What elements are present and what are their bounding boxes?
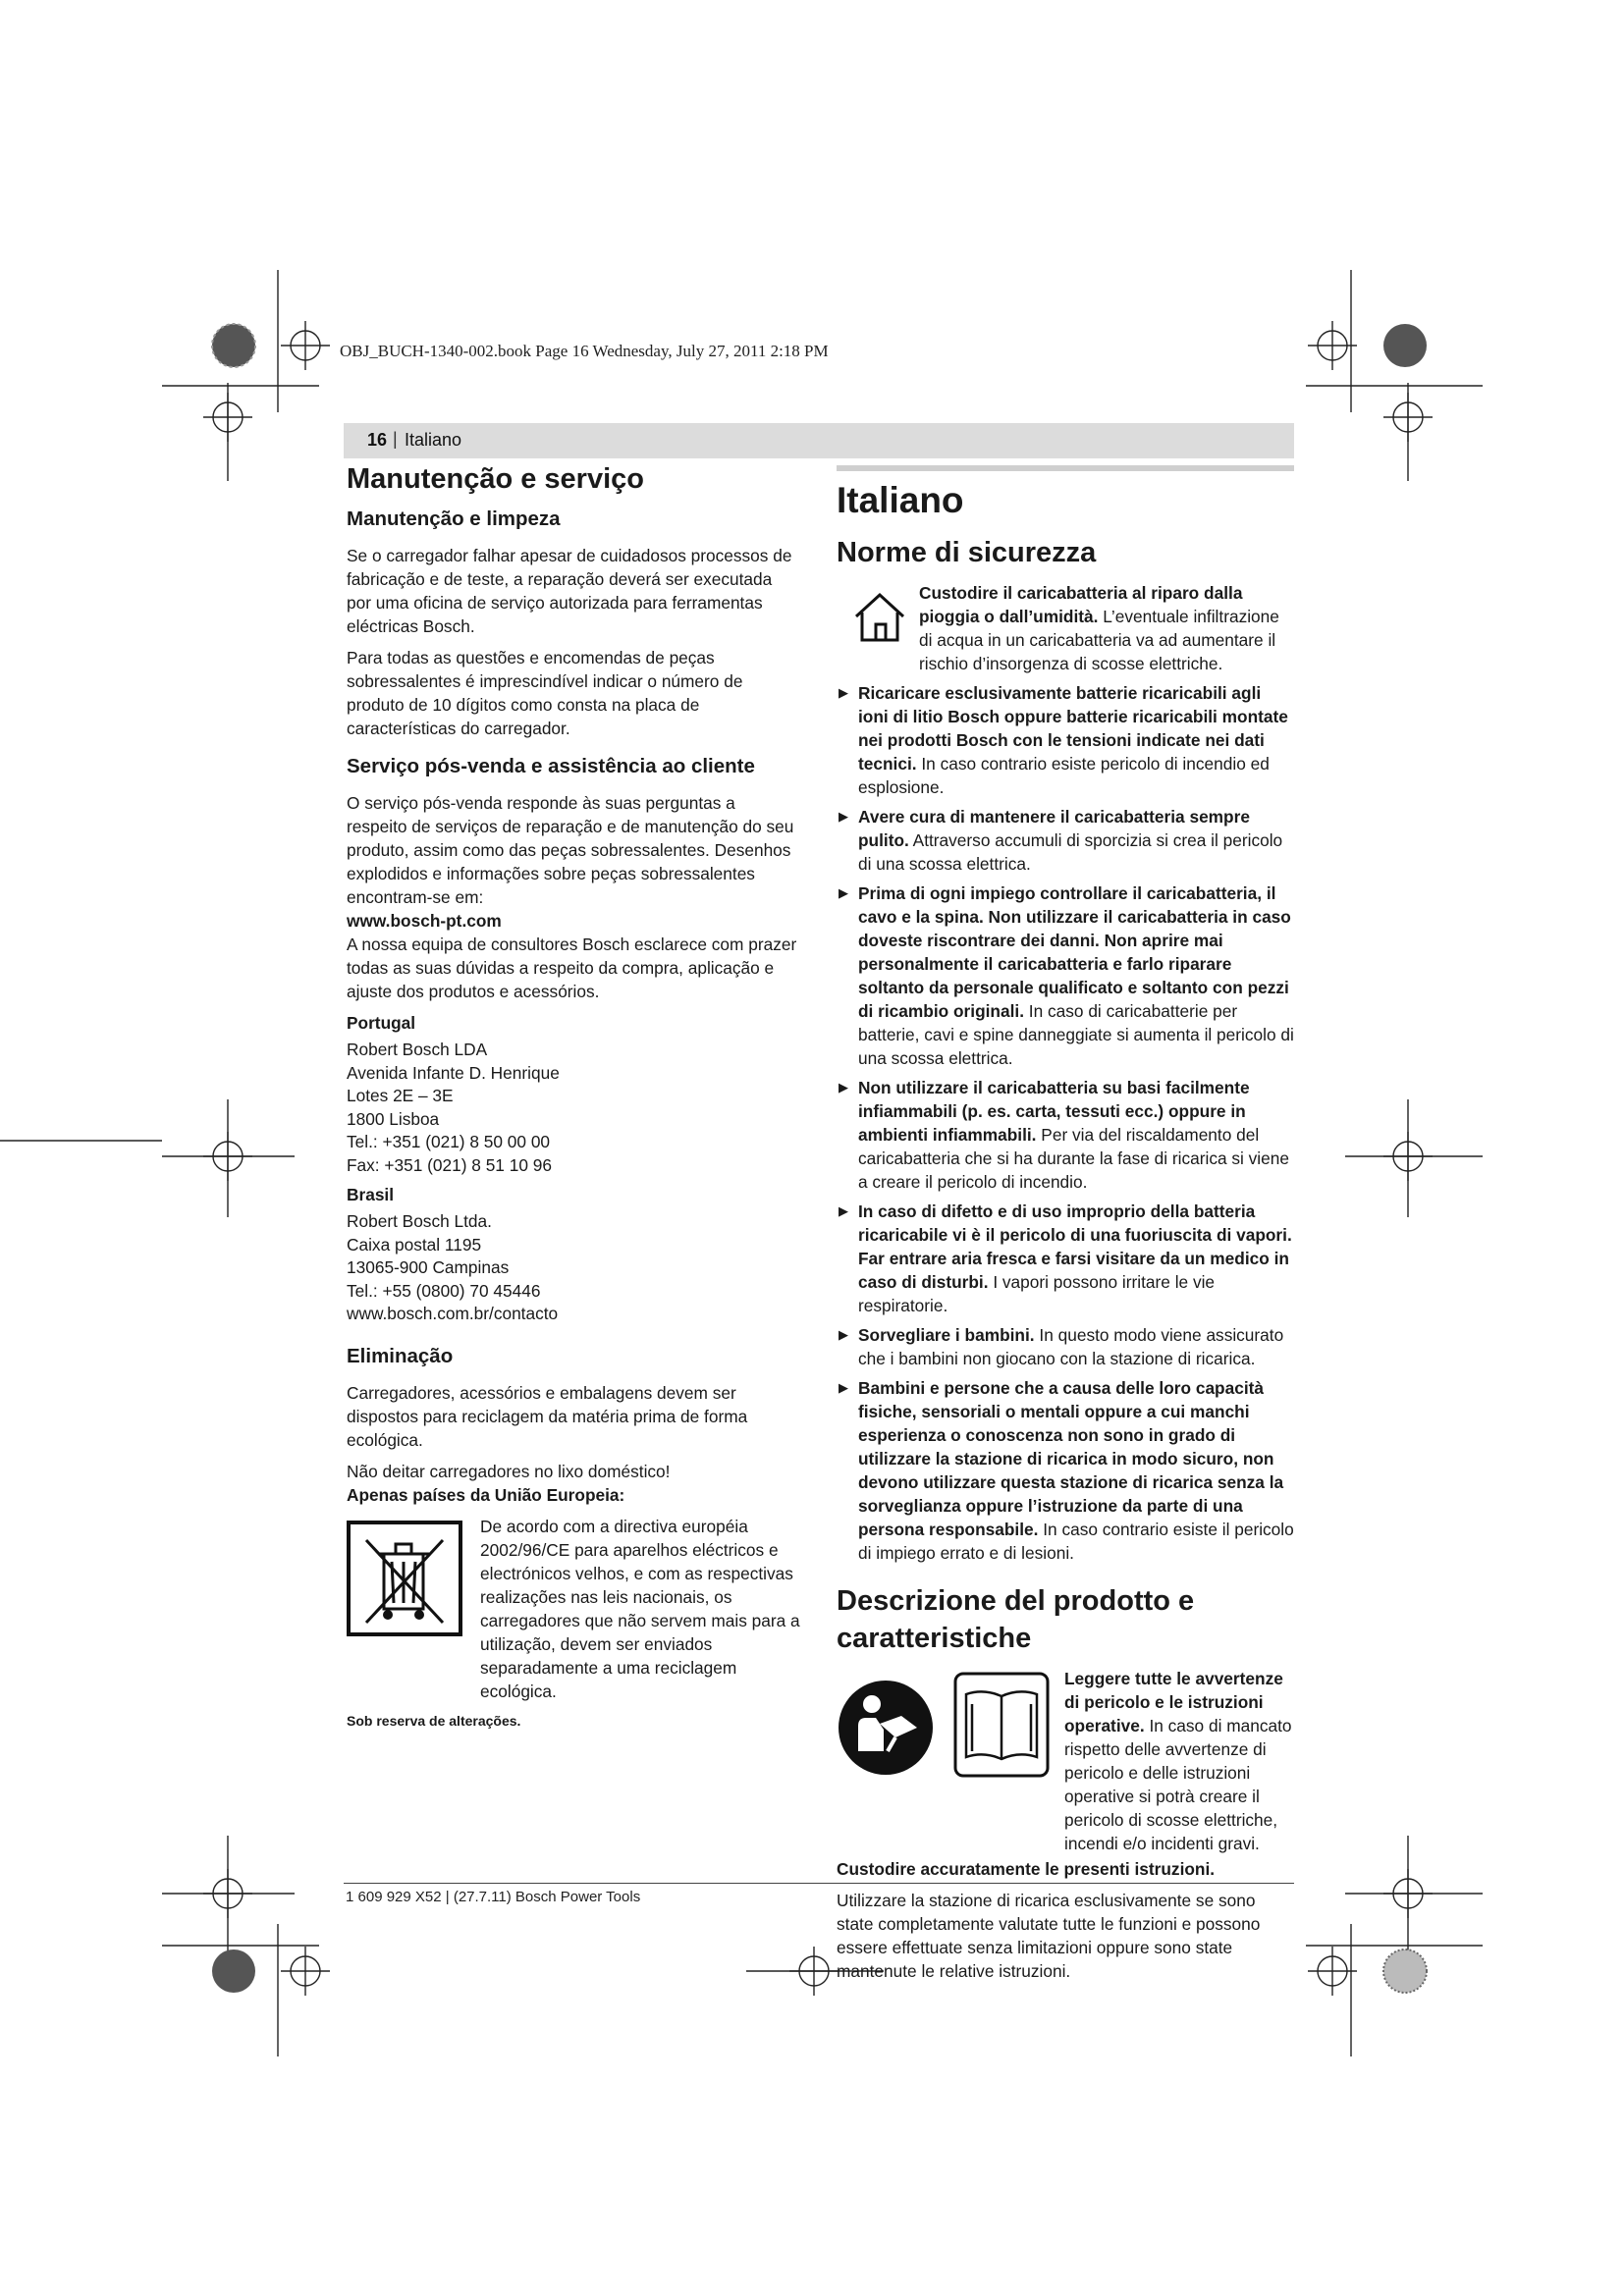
print-info-line: OBJ_BUCH-1340-002.book Page 16 Wednesday, July 27, 2011 2:18 PM bbox=[340, 342, 829, 360]
safety-bullet bbox=[837, 1323, 1294, 1370]
bullet-text: In caso di caricabatterie per batterie, cavi e spine danneggiate si aumenta il pericolo di una scossa elettrica. bbox=[858, 1001, 1294, 1068]
keep-instructions-note: Custodire accuratamente le presenti istruzioni. bbox=[837, 1859, 1216, 1879]
house-shelter-icon bbox=[852, 589, 907, 644]
crossed-bin-icon bbox=[347, 1521, 462, 1636]
safety-bullet bbox=[837, 1200, 1294, 1317]
address-line: Avenida Infante D. Henrique bbox=[347, 1062, 560, 1083]
weee-text: De acordo com a directiva européia 2002/96/CE para aparelhos eléctricos e electrónicos velhos, e com as respectivas realizações nas leis nacionais, os carregadores que não servem mais para a utilização, devem ser enviados separadamente a uma reciclagem ecológica. bbox=[480, 1516, 800, 1701]
safety-heading: Norme di sicurezza bbox=[837, 537, 1097, 568]
read-manual-icon bbox=[837, 1679, 935, 1777]
triangle-bullet-icon: ▶ bbox=[839, 1327, 848, 1342]
maintenance-paragraph-2: Para todas as questões e encomendas de peças sobressalentes é imprescindível indicar o número de produto de 10 dígitos como consta na placa de características do carregador. bbox=[347, 648, 743, 738]
disposal-paragraph-1: Carregadores, acessórios e embalagens devem ser dispostos para reciclagem da matéria prima de forma ecológica. bbox=[347, 1382, 748, 1450]
header-separator: | bbox=[393, 429, 398, 449]
address-line: 1800 Lisboa bbox=[347, 1108, 440, 1129]
triangle-bullet-icon: ▶ bbox=[839, 1203, 848, 1218]
bullet-text: In caso contrario esiste pericolo di incendio ed esplosione. bbox=[858, 754, 1270, 797]
bullet-text: Attraverso accumuli di sporcizia si crea il pericolo di una scossa elettrica. bbox=[858, 830, 1283, 874]
bullet-bold: In caso di difetto e di uso improprio della batteria ricaricabile vi è il pericolo di una fuoriuscita di vapori. Far entrare aria fresca e farsi visitare da un medico in caso di disturbi. bbox=[858, 1201, 1292, 1292]
safety-bullet bbox=[837, 1376, 1294, 1565]
bullet-text: In questo modo viene assicurato che i bambini non giocano con la stazione di ricarica. bbox=[858, 1325, 1284, 1368]
triangle-bullet-icon: ▶ bbox=[839, 1080, 848, 1095]
description-heading: Descrizione del prodotto e caratteristiche bbox=[837, 1585, 1195, 1654]
footer-divider bbox=[344, 1883, 1294, 1884]
final-paragraph: Utilizzare la stazione di ricarica esclusivamente se sono state completamente valutate tutte le funzioni e possono essere effettuate senza limitazioni oppure sono state mantenute le relative istruzioni. bbox=[837, 1891, 1261, 1981]
bullet-bold: Non utilizzare il caricabatteria su basi facilmente infiammabili (p. es. carta, tessuti ecc.) oppure in ambienti infiammabili. bbox=[858, 1078, 1250, 1145]
weee-block bbox=[347, 1515, 800, 1703]
safety-bullet bbox=[837, 1076, 1294, 1194]
read-instructions-bold: Leggere tutte le avvertenze di pericolo e le istruzioni operative. bbox=[1064, 1669, 1283, 1735]
address-line: Tel.: +351 (021) 8 50 00 00 bbox=[347, 1132, 551, 1151]
reserve-note: Sob reserva de alterações. bbox=[347, 1712, 521, 1729]
eu-label: Apenas países da União Europeia: bbox=[347, 1484, 625, 1505]
service-heading: Serviço pós-venda e assistência ao cliente bbox=[347, 755, 755, 777]
read-instructions-block bbox=[837, 1667, 1294, 1855]
maintenance-paragraph-1: Se o carregador falhar apesar de cuidadosos processos de fabricação e de teste, a reparação deverá ser executada por uma oficina de serviço autorizada para ferramentas eléctricas Bosch. bbox=[347, 546, 792, 636]
header-language: Italiano bbox=[405, 430, 462, 450]
portugal-label: Portugal bbox=[347, 1013, 416, 1033]
service-link[interactable]: www.bosch-pt.com bbox=[347, 911, 502, 931]
bullet-bold: Sorvegliare i bambini. bbox=[858, 1325, 1035, 1345]
language-title: Italiano bbox=[837, 465, 1294, 522]
brasil-label: Brasil bbox=[347, 1185, 395, 1204]
bullet-text: In caso contrario esiste il pericolo di impiego errato e di lesioni. bbox=[858, 1520, 1294, 1563]
footer-text: 1 609 929 X52 | (27.7.11) Bosch Power Tools bbox=[346, 1889, 641, 1905]
maintenance-title: Manutenção e serviço bbox=[347, 463, 644, 495]
safety-bullet bbox=[837, 681, 1294, 799]
page-number: 16 bbox=[367, 430, 388, 450]
address-line: Fax: +351 (021) 8 51 10 96 bbox=[347, 1154, 552, 1175]
triangle-bullet-icon: ▶ bbox=[839, 1380, 848, 1395]
bullet-text: I vapori possono irritare le vie respiratorie. bbox=[858, 1272, 1216, 1315]
safety-bullet bbox=[837, 881, 1294, 1070]
portugal-address bbox=[347, 1039, 800, 1177]
rain-warning bbox=[837, 581, 1294, 675]
service-paragraph-2: A nossa equipa de consultores Bosch esclarece com prazer todas as suas dúvidas a respeito da compra, aplicação e ajuste dos produtos e acessórios. bbox=[347, 934, 797, 1001]
disposal-paragraph-2: Não deitar carregadores no lixo doméstico! bbox=[347, 1461, 671, 1481]
rain-warning-text: L’eventuale infiltrazione di acqua in un caricabatteria va ad aumentare il rischio d’insorgenza di scosse elettriche. bbox=[919, 607, 1279, 673]
maintenance-heading: Manutenção e limpeza bbox=[347, 507, 561, 530]
address-line: Robert Bosch LDA bbox=[347, 1040, 488, 1059]
service-paragraph-1: O serviço pós-venda responde às suas perguntas a respeito de serviços de reparação e de manutenção do seu produto, assim como das peças sobressalentes. Desenhos explodidos e informações sobre peças sobressalentes encontram-se em: bbox=[347, 793, 794, 907]
address-line: Caixa postal 1195 bbox=[347, 1234, 482, 1255]
bullet-bold: Bambini e persone che a causa delle loro capacità fisiche, sensoriali o mentali oppure a cui manchi esperienza o conoscenza non sono in grado di utilizzare la stazione di ricarica in modo sicuro, non devono utilizzare questa stazione di ricarica senza la sorveglianza oppure l’istruzione da parte di una persona responsabile. bbox=[858, 1378, 1284, 1539]
triangle-bullet-icon: ▶ bbox=[839, 809, 848, 824]
disposal-heading: Eliminação bbox=[347, 1344, 454, 1367]
address-line: Robert Bosch Ltda. bbox=[347, 1211, 492, 1231]
bullet-text: Per via del riscaldamento del caricabatteria che si ha durante la fase di ricarica si viene a creare il pericolo di incendio. bbox=[858, 1125, 1289, 1192]
page-header-bar bbox=[344, 423, 1294, 458]
triangle-bullet-icon: ▶ bbox=[839, 885, 848, 900]
bullet-bold: Avere cura di mantenere il caricabatteria sempre pulito. bbox=[858, 807, 1250, 850]
triangle-bullet-icon: ▶ bbox=[839, 685, 848, 700]
address-line: Tel.: +55 (0800) 70 45446 bbox=[347, 1280, 541, 1301]
rain-warning-bold: Custodire il caricabatteria al riparo dalla pioggia o dall’umidità. bbox=[919, 583, 1243, 626]
brasil-address bbox=[347, 1210, 800, 1326]
address-line: 13065-900 Campinas bbox=[347, 1257, 510, 1277]
address-line: www.bosch.com.br/contacto bbox=[347, 1304, 559, 1323]
safety-bullet bbox=[837, 805, 1294, 876]
bullet-bold: Prima di ogni impiego controllare il caricabatteria, il cavo e la spina. Non utilizzare il caricabatteria in caso doveste riscontrare dei danni. Non aprire mai personalmente il caricabatteria e farlo riparare soltanto da personale qualificato e soltanto con pezzi di ricambio originali. bbox=[858, 883, 1291, 1021]
read-instructions-text: In caso di mancato rispetto delle avvertenze di pericolo e delle istruzioni operative si potrà creare il pericolo di scosse elettriche, incendi e/o incidenti gravi. bbox=[1064, 1716, 1292, 1853]
left-column bbox=[347, 461, 800, 1733]
right-column bbox=[837, 461, 1294, 1991]
bullet-bold: Ricaricare esclusivamente batterie ricaricabili agli ioni di litio Bosch oppure batterie ricaricabili montate nei prodotti Bosch con le tensioni indicate nei dati tecnici. bbox=[858, 683, 1288, 774]
address-line: Lotes 2E – 3E bbox=[347, 1086, 454, 1105]
book-icon bbox=[952, 1671, 1051, 1779]
